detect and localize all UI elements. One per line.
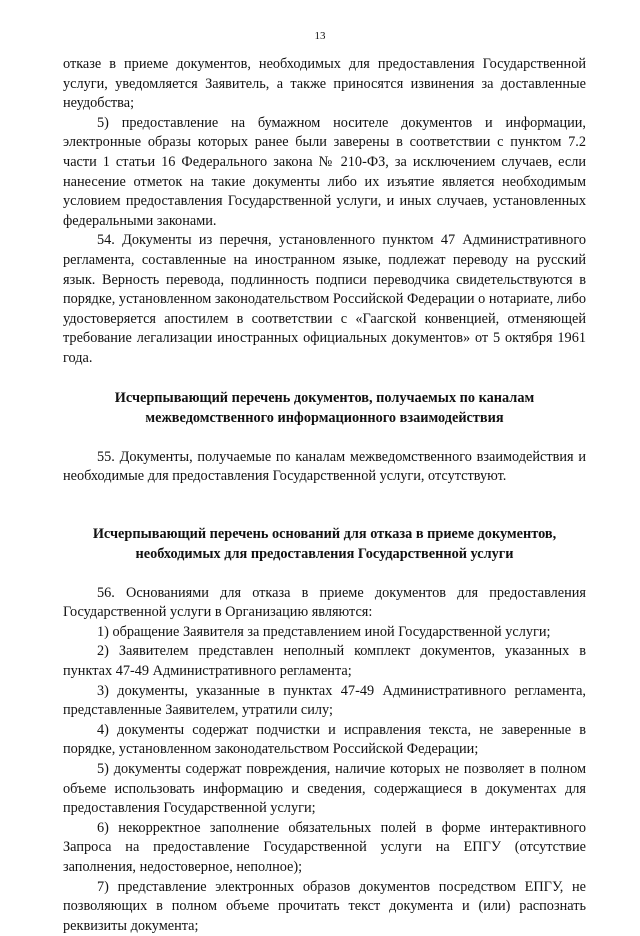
list-item-7: 7) представление электронных образов документов посредством ЕПГУ, не позволяющих в полном объеме прочитать текст документа и (или) распознать реквизиты документа; — [63, 878, 586, 934]
paragraph-continuation: отказе в приеме документов, необходимых для предоставления Государственной услуги, уведомляется Заявитель, а также приносятся извинения за доставленные неудобства; — [63, 56, 586, 112]
paragraph-55: 55. Документы, получаемые по каналам межведомственного взаимодействия и необходимые для предоставления Государственной услуги, отсутствуют. — [63, 448, 586, 485]
list-item-3: 3) документы, указанные в пунктах 47-49 Административного регламента, представленные Заявителем, утратили силу; — [63, 682, 586, 719]
section-heading-refusal-grounds: Исчерпывающий перечень оснований для отказа в приеме документов, необходимых для предоставления Государственной услуги — [92, 525, 557, 562]
section-heading-interagency: Исчерпывающий перечень документов, получаемых по каналам межведомственного информационного взаимодействия — [114, 389, 535, 426]
list-item-6: 6) некорректное заполнение обязательных полей в форме интерактивного Запроса на предоставление Государственной услуги на ЕПГУ (отсутствие заполнения, недостоверное, неполное); — [63, 819, 586, 875]
document-body — [63, 55, 586, 936]
paragraph-item-5: 5) предоставление на бумажном носителе документов и информации, электронные образы которых ранее были заверены в соответствии с пунктом 7.2 части 1 статьи 16 Федерального закона № 210-ФЗ, за исключением случаев, если нанесение отметок на такие документы либо их изъятие является необходимым условием предоставления Государственной услуги, и иных случаев, установленных федеральными законами. — [63, 114, 586, 229]
page-number: 13 — [314, 30, 326, 42]
list-item-1: 1) обращение Заявителя за представлением иной Государственной услуги; — [97, 623, 551, 640]
list-item-5: 5) документы содержат повреждения, наличие которых не позволяет в полном объеме использовать информацию и сведения, содержащиеся в документах для предоставления Государственной услуги; — [63, 761, 586, 817]
paragraph-56: 56. Основаниями для отказа в приеме документов для предоставления Государственной услуги в Организацию являются: — [63, 584, 586, 621]
list-item-2: 2) Заявителем представлен неполный комплект документов, указанных в пунктах 47-49 Административного регламента; — [63, 643, 586, 680]
paragraph-54: 54. Документы из перечня, установленного пунктом 47 Административного регламента, составленные на иностранном языке, подлежат переводу на русский язык. Верность перевода, подлинность подписи переводчика свидетельствуются в порядке, установленном законодательством Российской Федерации о нотариате, либо удостоверяется апостилем в соответствии с «Гаагской конвенцией, отменяющей требование легализации иностранных официальных документов» от 5 октября 1961 года. — [63, 232, 586, 366]
list-item-4: 4) документы содержат подчистки и исправления текста, не заверенные в порядке, установленном законодательством Российской Федерации; — [63, 721, 586, 758]
